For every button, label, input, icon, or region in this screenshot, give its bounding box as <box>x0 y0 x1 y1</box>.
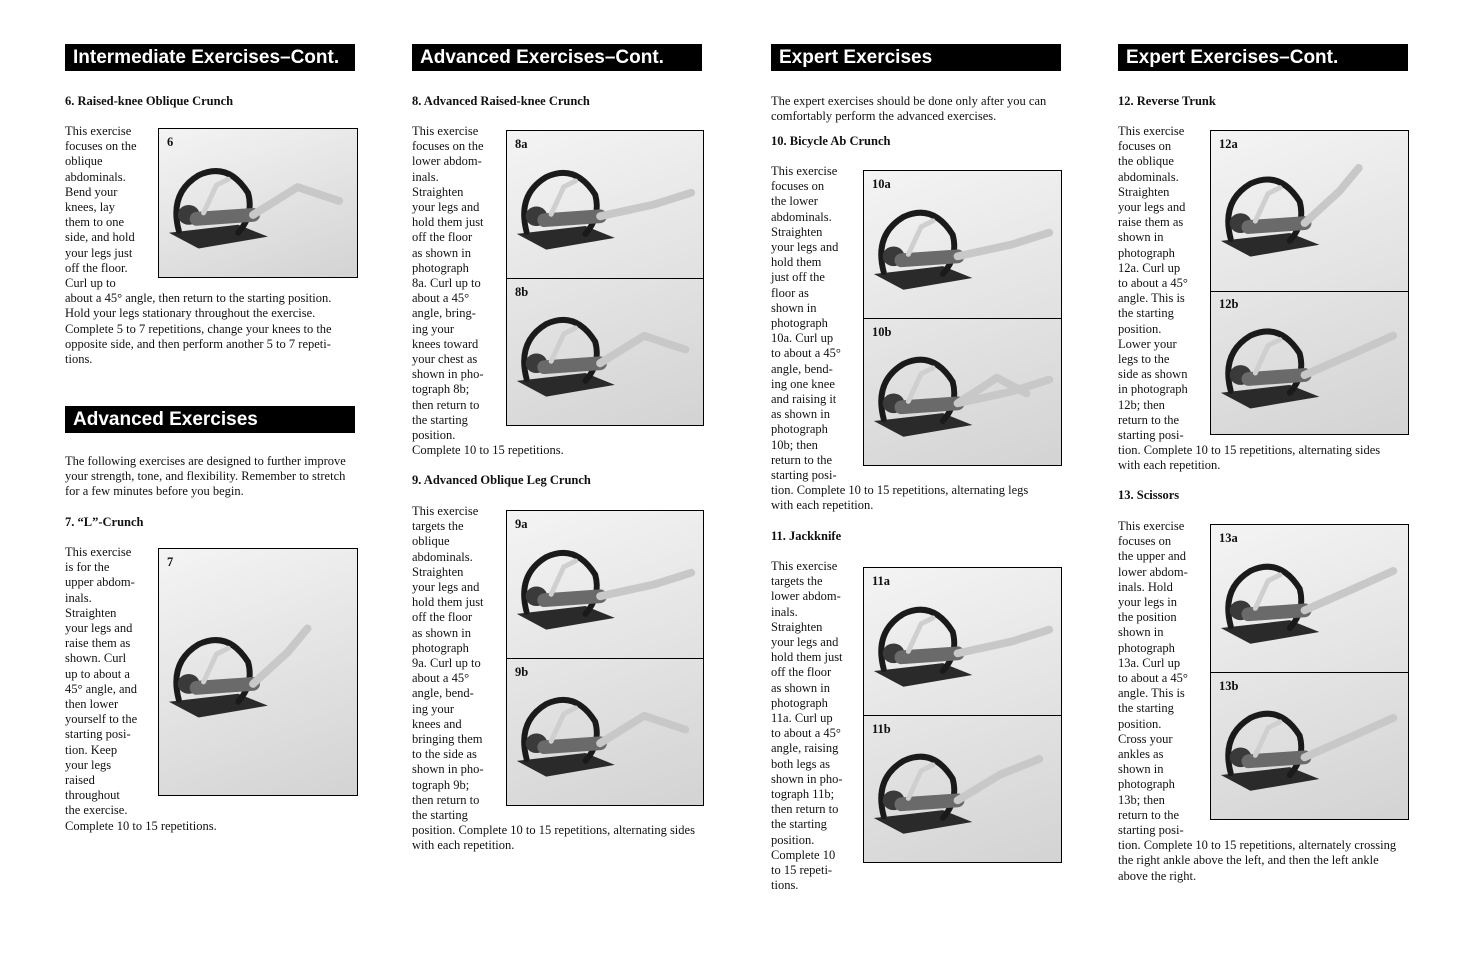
exercise-mat <box>874 810 973 834</box>
arms <box>551 561 576 594</box>
exercise-figure-image <box>1211 292 1408 434</box>
torso <box>544 743 600 747</box>
exercise-figure-image <box>507 131 703 278</box>
exercise-11-photo <box>863 567 1062 863</box>
exercise-mat <box>517 226 615 250</box>
exercise-figure-image <box>507 511 703 658</box>
photo-label: 13b <box>1219 679 1239 693</box>
exercise-12-photo <box>1210 130 1409 435</box>
column-2 <box>412 0 712 954</box>
exercise-mat <box>169 225 268 249</box>
torso <box>1248 757 1304 761</box>
exercise-figure-image <box>507 658 703 805</box>
exercise-mat <box>1221 620 1320 644</box>
exercise-mat <box>169 694 268 718</box>
exercise-7-photo <box>158 548 358 796</box>
exercise-7-text: This exercise is for the upper abdom- inals. Straighten your legs and raise them as shown. Curl up to about a 45° angle, and then lower yourself to the starting posi- tion. Keep your legs raised throughout the exercise. Complete 10 to 15 repetitions. <box>65 545 217 833</box>
exercise-12-heading: 12. Reverse Trunk <box>1118 94 1216 108</box>
exercise-figure-image <box>1211 672 1408 819</box>
exercise-13-text: This exercise focuses on the upper and lower abdom- inals. Hold your legs in the position shown in photograph 13a. Curl up to about a 45° angle. This is the starting position. Cross your ankles as shown in photograph 13b; then return to the starting posi- tion. Complete 10 to 15 repetitions, alternately crossing the right ankle above the left, and then the left ankle above the right. <box>1118 519 1397 883</box>
photo-label: 8b <box>515 285 529 299</box>
column-1 <box>65 0 365 954</box>
photo-label: 10a <box>872 177 891 191</box>
section-banner-intermediate-cont: Intermediate Exercises–Cont. <box>65 44 355 71</box>
photo-label: 12a <box>1219 137 1238 151</box>
exercise-mat <box>874 266 973 290</box>
section-banner-advanced-cont: Advanced Exercises–Cont. <box>412 44 702 71</box>
torso <box>901 403 957 407</box>
section-banner-advanced: Advanced Exercises <box>65 406 355 433</box>
exercise-mat <box>517 606 615 630</box>
torso <box>1248 375 1304 379</box>
arms <box>1255 722 1280 755</box>
exercise-13-heading: 13. Scissors <box>1118 488 1180 502</box>
photo-label: 9b <box>515 665 529 679</box>
photo-label: 11a <box>872 574 891 588</box>
exercise-6-photo <box>158 128 358 278</box>
legs <box>958 630 1050 654</box>
advanced-intro-text: The following exercises are designed to further improve your strength, tone, and flexibility. Remember to stretch for a few minutes before you begin. <box>65 454 346 499</box>
torso <box>901 256 957 260</box>
exercise-mat <box>517 373 615 397</box>
arms <box>551 181 576 214</box>
exercise-mat <box>1221 767 1320 791</box>
arms <box>1255 339 1280 372</box>
legs <box>600 573 691 597</box>
photo-label: 12b <box>1219 297 1239 311</box>
arms <box>1255 575 1280 608</box>
exercise-figure-image <box>864 171 1061 318</box>
exercise-figure-image <box>1211 131 1408 292</box>
section-banner-expert-cont: Expert Exercises–Cont. <box>1118 44 1408 71</box>
exercise-mat <box>1221 384 1320 408</box>
torso <box>901 800 957 804</box>
exercise-10-heading: 10. Bicycle Ab Crunch <box>771 134 891 148</box>
exercise-6-heading: 6. Raised-knee Oblique Crunch <box>65 94 234 108</box>
exercise-9-photo <box>506 510 704 806</box>
arms <box>908 765 933 798</box>
exercise-8-heading: 8. Advanced Raised-knee Crunch <box>412 94 590 108</box>
exercise-figure-image <box>159 129 357 277</box>
legs <box>1305 718 1394 757</box>
torso <box>544 596 600 600</box>
photo-label: 13a <box>1219 531 1238 545</box>
legs <box>253 187 339 215</box>
torso <box>1248 610 1304 614</box>
arms <box>1255 188 1280 221</box>
exercise-12-text: This exercise focuses on the oblique abdominals. Straighten your legs and raise them as shown in photograph 12a. Curl up to about a 45° angle. This is the starting position. Lower your legs to the side as shown in photograph 12b; then return to the starting posi- tion. Complete 10 to 15 repetitions, alternating sides with each repetition. <box>1118 124 1381 473</box>
photo-label: 11b <box>872 722 891 736</box>
legs <box>958 759 1040 800</box>
legs <box>1305 335 1394 374</box>
arms <box>908 618 933 651</box>
arms <box>204 179 229 213</box>
legs <box>958 233 1050 257</box>
exercise-13-photo <box>1210 524 1409 820</box>
exercise-figure-image <box>864 318 1061 465</box>
torso <box>197 215 253 219</box>
torso <box>901 653 957 657</box>
torso <box>544 216 600 220</box>
photo-label: 10b <box>872 325 892 339</box>
photo-label: 7 <box>167 555 174 569</box>
exercise-11-heading: 11. Jackknife <box>771 529 842 543</box>
legs <box>600 193 691 217</box>
arms <box>551 708 576 741</box>
torso <box>1248 223 1304 227</box>
legs <box>600 716 685 743</box>
photo-label: 6 <box>167 135 174 149</box>
exercise-9-text: This exercise targets the oblique abdominals. Straighten your legs and hold them just off the floor as shown in photograph 9a. Curl up to about a 45° angle, bend- ing your knees and bringing them to the side as shown in pho- tograph 9b; then return to the starting position. Complete 10 to 15 repetitions, alternating sides with each repetition. <box>412 504 695 853</box>
legs <box>600 336 685 363</box>
column-4 <box>1118 0 1418 954</box>
arms <box>551 328 576 361</box>
legs <box>1305 168 1359 223</box>
exercise-mat <box>874 663 973 687</box>
exercise-figure-image <box>159 549 357 795</box>
exercise-mat <box>874 413 973 437</box>
exercise-figure-image <box>864 715 1061 862</box>
exercise-10-text: This exercise focuses on the lower abdominals. Straighten your legs and hold them just off the floor as shown in photograph 10a. Curl up to about a 45° angle, bend- ing one knee and raising it as shown in photograph 10b; then return to the starting posi- tion. Complete 10 to 15 repetitions, alternating legs with each repetition. <box>771 164 1029 513</box>
photo-label: 9a <box>515 517 528 531</box>
photo-label: 8a <box>515 137 528 151</box>
exercise-7-heading: 7. “L”-Crunch <box>65 515 144 529</box>
torso <box>197 684 253 688</box>
exercise-figure-image <box>864 568 1061 715</box>
exercise-figure-image <box>507 278 703 425</box>
exercise-10-photo <box>863 170 1062 466</box>
exercise-mat <box>517 753 615 777</box>
column-3 <box>771 0 1071 954</box>
arms <box>908 368 933 401</box>
torso <box>544 363 600 367</box>
exercise-8-photo <box>506 130 704 426</box>
arms <box>908 221 933 254</box>
exercise-11-text: This exercise targets the lower abdom- inals. Straighten your legs and hold them just off the floor as shown in photograph 11a. Curl up to about a 45° angle, raising both legs as shown in pho- tograph 11b; then return to the starting position. Complete 10 to 15 repeti- tions. <box>771 559 843 893</box>
exercise-figure-image <box>1211 525 1408 672</box>
section-banner-expert: Expert Exercises <box>771 44 1061 71</box>
arms <box>204 648 229 682</box>
expert-intro-text: The expert exercises should be done only after you can comfortably perform the advanced exercises. <box>771 94 1047 124</box>
exercise-9-heading: 9. Advanced Oblique Leg Crunch <box>412 473 591 487</box>
exercise-8-text: This exercise focuses on the lower abdom- inals. Straighten your legs and hold them just off the floor as shown in photograph 8a. Curl up to about a 45° angle, bring- ing your knees toward your chest as shown in pho- tograph 8b; then return to the starting position. Complete 10 to 15 repetitions. <box>412 124 564 458</box>
legs <box>253 628 307 683</box>
exercise-6-text: This exercise focuses on the oblique abdominals. Bend your knees, lay them to one side, and hold your legs just off the floor. Curl up to about a 45° angle, then return to the starting position. Hold your legs stationary throughout the exercise. Complete 5 to 7 repetitions, change your knees to the opposite side, and then perform another 5 to 7 repeti- tions. <box>65 124 332 367</box>
exercise-mat <box>1221 233 1320 257</box>
legs <box>958 378 1050 404</box>
legs <box>1305 571 1394 610</box>
